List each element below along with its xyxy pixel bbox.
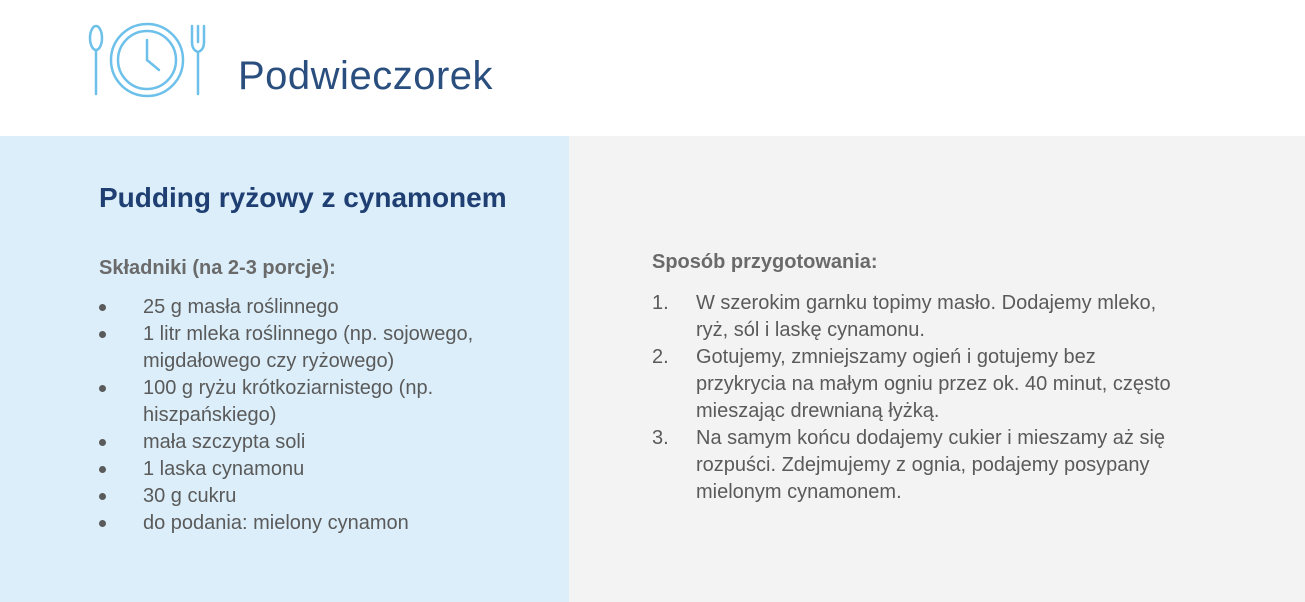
step-text: W szerokim garnku topimy masło. Dodajemy mleko, ryż, sól i laskę cynamonu. (696, 292, 1157, 341)
list-item: 25 g masła roślinnego (99, 294, 539, 321)
bullet-icon (99, 331, 106, 338)
list-item: mała szczypta soli (99, 429, 539, 456)
steps-list (652, 290, 1172, 506)
step-number: 3. (652, 427, 669, 449)
step-item (652, 344, 1172, 425)
list-item: 100 g ryżu krótkoziarnistego (np. hiszpańskiego) (99, 375, 539, 429)
step-item (652, 290, 1172, 344)
bullet-icon (99, 493, 106, 500)
step-text: Na samym końcu dodajemy cukier i mieszamy aż się rozpuści. Zdejmujemy z ognia, podajemy posypany mielonym cynamonem. (696, 427, 1166, 503)
step-number: 1. (652, 292, 669, 314)
list-item: 30 g cukru (99, 483, 539, 510)
recipe-title: Pudding ryżowy z cynamonem (99, 182, 507, 213)
bullet-icon (99, 304, 106, 311)
list-item: 1 litr mleka roślinnego (np. sojowego, migdałowego czy ryżowego) (99, 321, 539, 375)
step-item (652, 425, 1172, 506)
list-item: do podania: mielony cynamon (99, 510, 539, 537)
page-title: Podwieczorek (238, 54, 494, 98)
ingredients-heading: Składniki (na 2-3 porcje): (99, 257, 336, 279)
ingredients-list (99, 294, 539, 537)
list-item: 1 laska cynamonu (99, 456, 539, 483)
step-number: 2. (652, 346, 669, 368)
bullet-icon (99, 520, 106, 527)
step-text: Gotujemy, zmniejszamy ogień i gotujemy bez przykrycia na małym ogniu przez ok. 40 minut, często mieszając drewnianą łyżką. (696, 346, 1171, 422)
page-header (0, 0, 1305, 136)
bullet-icon (99, 385, 106, 392)
bullet-icon (99, 466, 106, 473)
method-heading: Sposób przygotowania: (652, 251, 878, 273)
bullet-icon (99, 439, 106, 446)
plate-clock-cutlery-icon (86, 20, 208, 100)
